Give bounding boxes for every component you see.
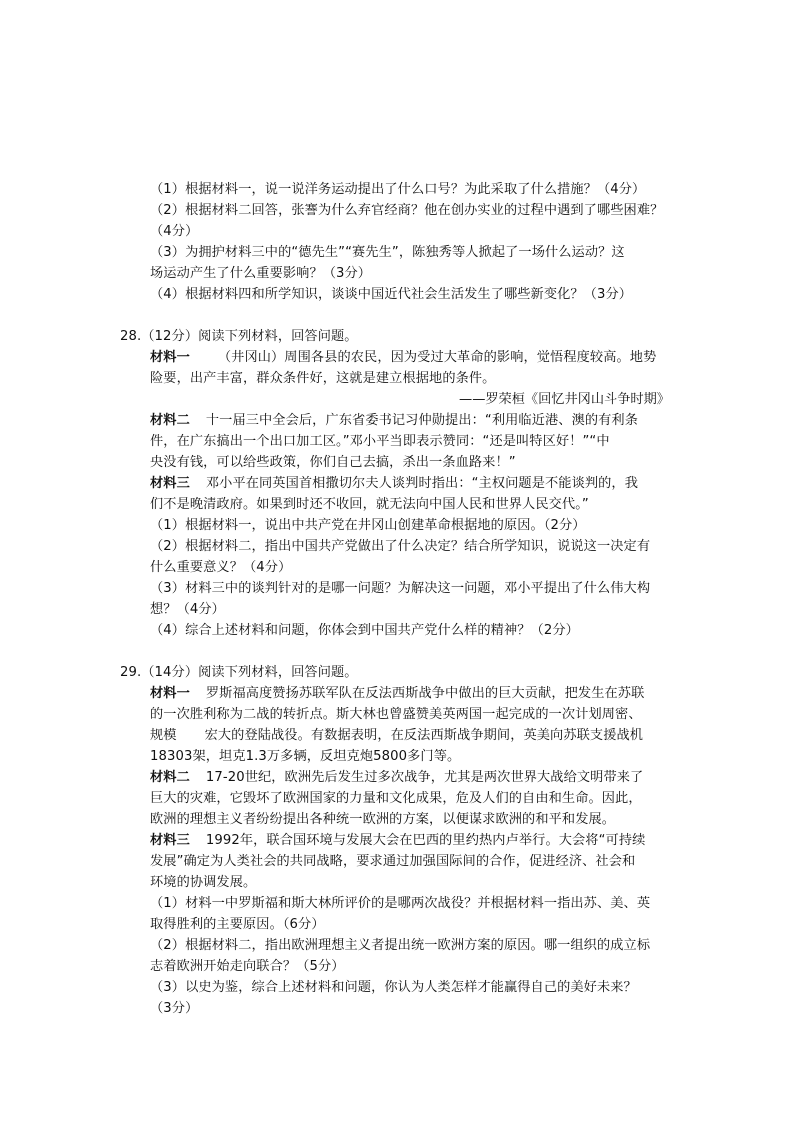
q28-heading: 28.（12分）阅读下列材料，回答问题。 [120,329,358,344]
q28-material-2-line-3: 央没有钱，可以给些政策，你们自己去搞，杀出一条血路来！” [150,455,516,470]
q28-material-2-line-2: 件，在广东搞出一个出口加工区。”邓小平当即表示赞同：“还是叫特区好！”“中 [150,434,610,449]
material-text: 1992年，联合国环境与发展大会在巴西的里约热内卢举行。大会将“可持续 [205,833,646,848]
q28-material-1-line-2: 险要，出产丰富，群众条件好，这就是建立根据地的条件。 [150,371,496,386]
q29-material-1-line-1 [150,684,644,704]
q29-material-2-line-1 [150,768,643,788]
material-label: 材料一 [150,350,190,365]
q29-material-2-line-2: 巨大的灾难，它毁坏了欧洲国家的力量和文化成果，危及人们的自由和生命。因此， [150,791,642,806]
q27-question-3-line-1: （3）为拥护材料三中的“德先生”“赛先生”，陈独秀等人掀起了一场什么运动？这 [150,245,625,260]
q28-question-3-line-1: （3）材料三中的谈判针对的是哪一问题？为解决这一问题，邓小平提出了什么伟大构 [150,581,651,596]
q28-question-4: （4）综合上述材料和问题，你体会到中国共产党什么样的精神？（2分） [150,623,579,638]
q29-question-2-line-2: 志着欧洲开始走向联合？（5分） [150,959,345,974]
q29-material-1-line-3 [150,726,643,746]
material-text: 罗斯福高度赞扬苏联军队在反法西斯战争中做出的巨大贡献，把发生在苏联 [205,686,645,701]
q28-material-1-line-1 [150,348,656,368]
material-label: 材料二 [150,413,190,428]
q27-question-2-line-1: （2）根据材料二回答，张謇为什么弃官经商？他在创办实业的过程中遇到了哪些困难？ [150,203,664,218]
q28-question-3-line-2: 想？（4分） [150,602,225,617]
q29-material-1-line-4: 18303架，坦克1.3万多辆，反坦克炮5800多门等。 [150,749,461,764]
q29-material-2-line-3: 欧洲的理想主义者纷纷提出各种统一欧洲的方案，以便谋求欧洲的和平和发展。 [150,812,616,827]
q29-material-1-line-2: 的一次胜利称为二战的转折点。斯大林也曾盛赞美英两国一起完成的一次计划周密、 [150,707,642,722]
q28-question-1: （1）根据材料一，说出中共产党在井冈山创建革命根据地的原因。（2分） [150,518,586,533]
q28-question-2-line-1: （2）根据材料二，指出中国共产党做出了什么决定？结合所学知识，说说这一决定有 [150,539,651,554]
q27-question-1: （1）根据材料一，说一说洋务运动提出了什么口号？为此采取了什么措施？（4分） [150,182,646,197]
q27-question-2-line-2: （4分） [150,224,199,239]
q28-material-3-line-2: 们不是晚清政府。如果到时还不收回，就无法向中国人民和世界人民交代。” [150,497,589,512]
material-label: 材料一 [150,686,190,701]
q28-question-2-line-2: 什么重要意义？（4分） [150,560,292,575]
material-label: 材料二 [150,770,190,785]
q29-question-2-line-1: （2）根据材料二，指出欧洲理想主义者提出统一欧洲方案的原因。哪一组织的成立标 [150,938,651,953]
q28-material-3-line-1 [150,474,638,494]
q29-material-3-line-1 [150,831,645,851]
q29-material-3-line-3: 环境的协调发展。 [150,875,257,890]
q28-material-2-line-1 [150,411,638,431]
material-text: 十一届三中全会后，广东省委书记习仲勋提出：“利用临近港、澳的有利条 [205,413,639,428]
material-text: （井冈山）周围各县的农民，因为受过大革命的影响，觉悟程度较高。地势 [217,350,657,365]
material-label: 材料三 [150,476,190,491]
q29-question-3-line-1: （3）以史为鉴，综合上述材料和问题，你认为人类怎样才能赢得自己的美好未来？ [150,980,637,995]
q28-material-1-source: ——罗荣桓《回忆井冈山斗争时期》 [459,392,670,407]
q29-question-1-line-1: （1）材料一中罗斯福和斯大林所评价的是哪两次战役？并根据材料一指出苏、美、英 [150,896,651,911]
q29-material-3-line-2: 发展”确定为人类社会的共同战略，要求通过加强国际间的合作，促进经济、社会和 [150,854,636,869]
q27-question-4: （4）根据材料四和所学知识，谈谈中国近代社会生活发生了哪些新变化？（3分） [150,287,633,302]
q29-question-1-line-2: 取得胜利的主要原因。（6分） [150,917,325,932]
material-text: 宏大的登陆战役。有数据表明，在反法西斯战争期间，英美向苏联支援战机 [204,728,644,743]
material-label: 材料三 [150,833,190,848]
q29-question-3-line-2: （3分） [150,1001,199,1016]
q27-question-3-line-2: 场运动产生了什么重要影响？（3分） [150,266,372,281]
material-text: 规模 [150,728,177,743]
q29-heading: 29.（14分）阅读下列材料，回答问题。 [120,665,358,680]
material-text: 邓小平在同英国首相撒切尔夫人谈判时指出：“主权问题是不能谈判的，我 [205,476,639,491]
material-text: 17-20世纪，欧洲先后发生过多次战争，尤其是两次世界大战给文明带来了 [205,770,644,785]
